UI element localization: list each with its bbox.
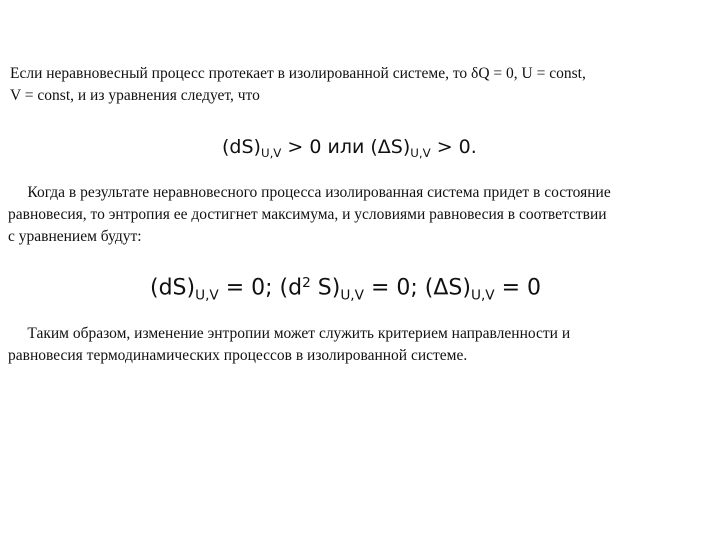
conclusion-line-2: равновесия термодинамических процессов в изолированной системе. xyxy=(8,347,468,364)
equilibrium-line-2: равновесия, то энтропия ее достигнет максимума, и условиями равновесия в соответствии xyxy=(8,206,607,223)
formula1-tail: > 0. xyxy=(430,136,477,158)
intro-paragraph xyxy=(10,63,586,107)
equilibrium-paragraph xyxy=(8,182,611,248)
formula1-ds: (dS) xyxy=(222,136,261,158)
equilibrium-conditions-formula xyxy=(150,268,541,310)
intro-line-1: Если неравновесный процесс протекает в изолированной системе, то δQ = 0, U = const, xyxy=(10,65,586,82)
conclusion-paragraph xyxy=(8,323,570,367)
intro-line-2: V = const, и из уравнения следует, что xyxy=(10,87,260,104)
equilibrium-line-1: Когда в результате неравновесного процесса изолированная система придет в состояние xyxy=(8,184,611,201)
formula1-subscript-2: U,V xyxy=(410,146,431,161)
formula2-superscript: 2 xyxy=(302,275,311,291)
formula2-part-5: = 0 xyxy=(494,275,542,301)
formula2-subscript-1: U,V xyxy=(195,287,219,304)
formula1-middle: > 0 или (ΔS) xyxy=(281,136,411,158)
conclusion-line-1: Таким образом, изменение энтропии может служить критерием направленности и xyxy=(8,325,571,342)
equilibrium-line-3: с уравнением будут: xyxy=(8,228,142,245)
formula2-part-3: S) xyxy=(310,275,341,301)
formula2-part-1: (dS) xyxy=(150,275,196,301)
formula1-subscript-1: U,V xyxy=(260,146,282,161)
formula2-subscript-3: U,V xyxy=(470,287,495,304)
formula2-part-2: = 0; (d xyxy=(218,275,303,301)
entropy-inequality-formula xyxy=(222,134,477,166)
formula2-subscript-2: U,V xyxy=(340,287,364,304)
formula2-part-4: = 0; (ΔS) xyxy=(363,275,471,301)
